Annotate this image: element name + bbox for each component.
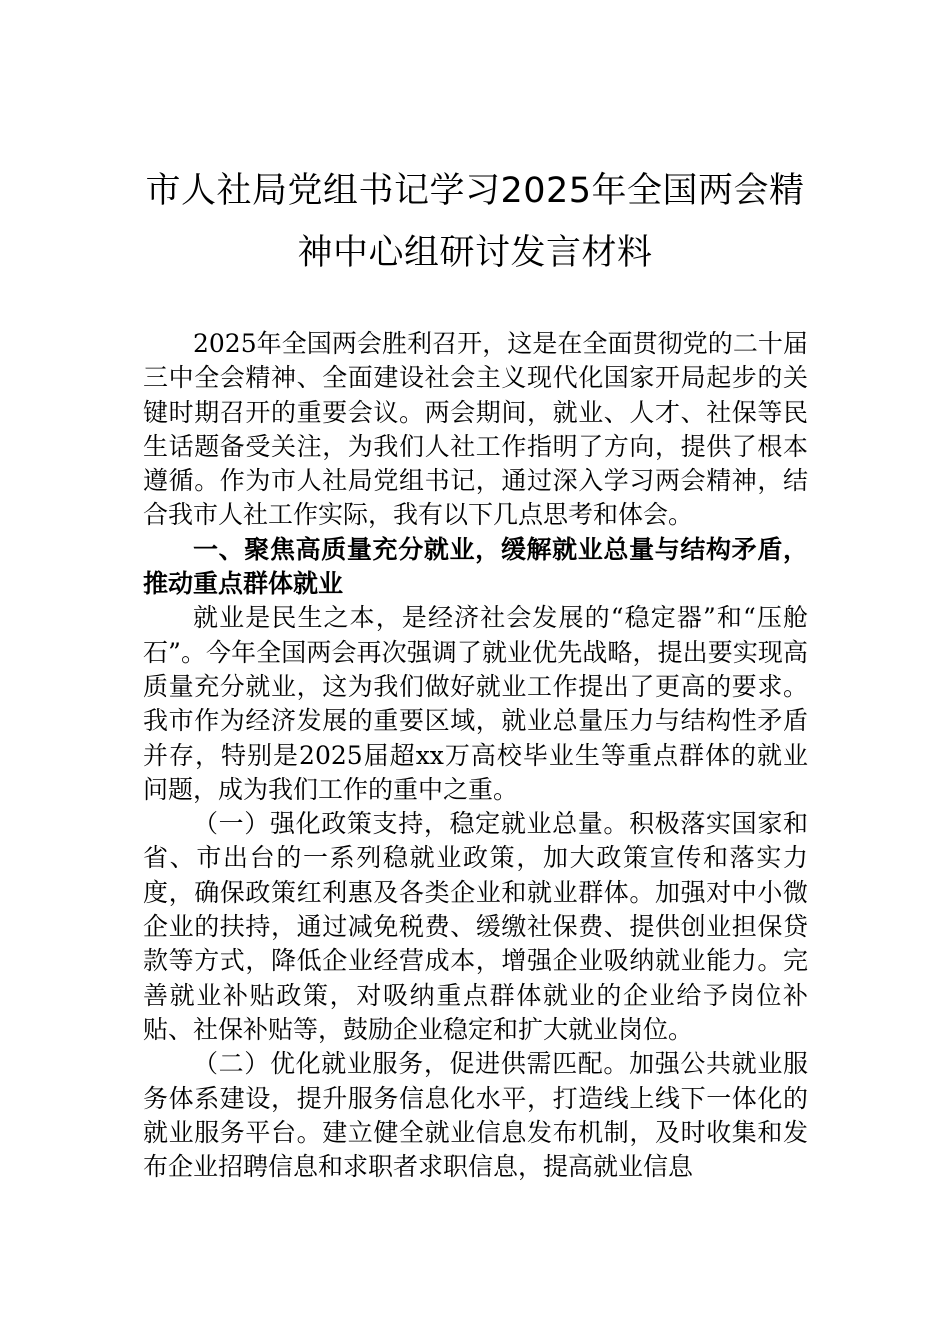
section-heading-1: 一、聚焦高质量充分就业，缓解就业总量与结构矛盾，推动重点群体就业 <box>143 534 808 599</box>
subsection-paragraph-2: （二）优化就业服务，促进供需匹配。加强公共就业服务体系建设，提升服务信息化水平，打造线上线下一体化的就业服务平台。建立健全就业信息发布机制，及时收集和发布企业招聘信息和求职者求职信息，提高就业信息 <box>143 1049 808 1182</box>
document-title <box>110 160 840 284</box>
title-line-1: 市人社局党组书记学习2025年全国两会精 <box>145 171 805 211</box>
section-paragraph: 就业是民生之本，是经济社会发展的“稳定器”和“压舱石”。今年全国两会再次强调了就业优先战略，提出要实现高质量充分就业，这为我们做好就业工作提出了更高的要求。我市作为经济发展的重要区域，就业总量压力与结构性矛盾并存，特别是2025届超xx万高校毕业生等重点群体的就业问题，成为我们工作的重中之重。 <box>143 603 808 804</box>
document-body <box>143 327 808 1184</box>
intro-paragraph: 2025年全国两会胜利召开，这是在全面贯彻党的二十届三中全会精神、全面建设社会主义现代化国家开局起步的关键时期召开的重要会议。两会期间，就业、人才、社保等民生话题备受关注，为我们人社工作指明了方向，提供了根本遵循。作为市人社局党组书记，通过深入学习两会精神，结合我市人社工作实际，我有以下几点思考和体会。 <box>143 329 808 530</box>
subsection-paragraph-1: （一）强化政策支持，稳定就业总量。积极落实国家和省、市出台的一系列稳就业政策，加大政策宣传和落实力度，确保政策红利惠及各类企业和就业群体。加强对中小微企业的扶持，通过减免税费、缓缴社保费、提供创业担保贷款等方式，降低企业经营成本，增强企业吸纳就业能力。完善就业补贴政策，对吸纳重点群体就业的企业给予岗位补贴、社保补贴等，鼓励企业稳定和扩大就业岗位。 <box>143 809 808 1044</box>
title-line-2: 神中心组研讨发言材料 <box>297 233 653 273</box>
